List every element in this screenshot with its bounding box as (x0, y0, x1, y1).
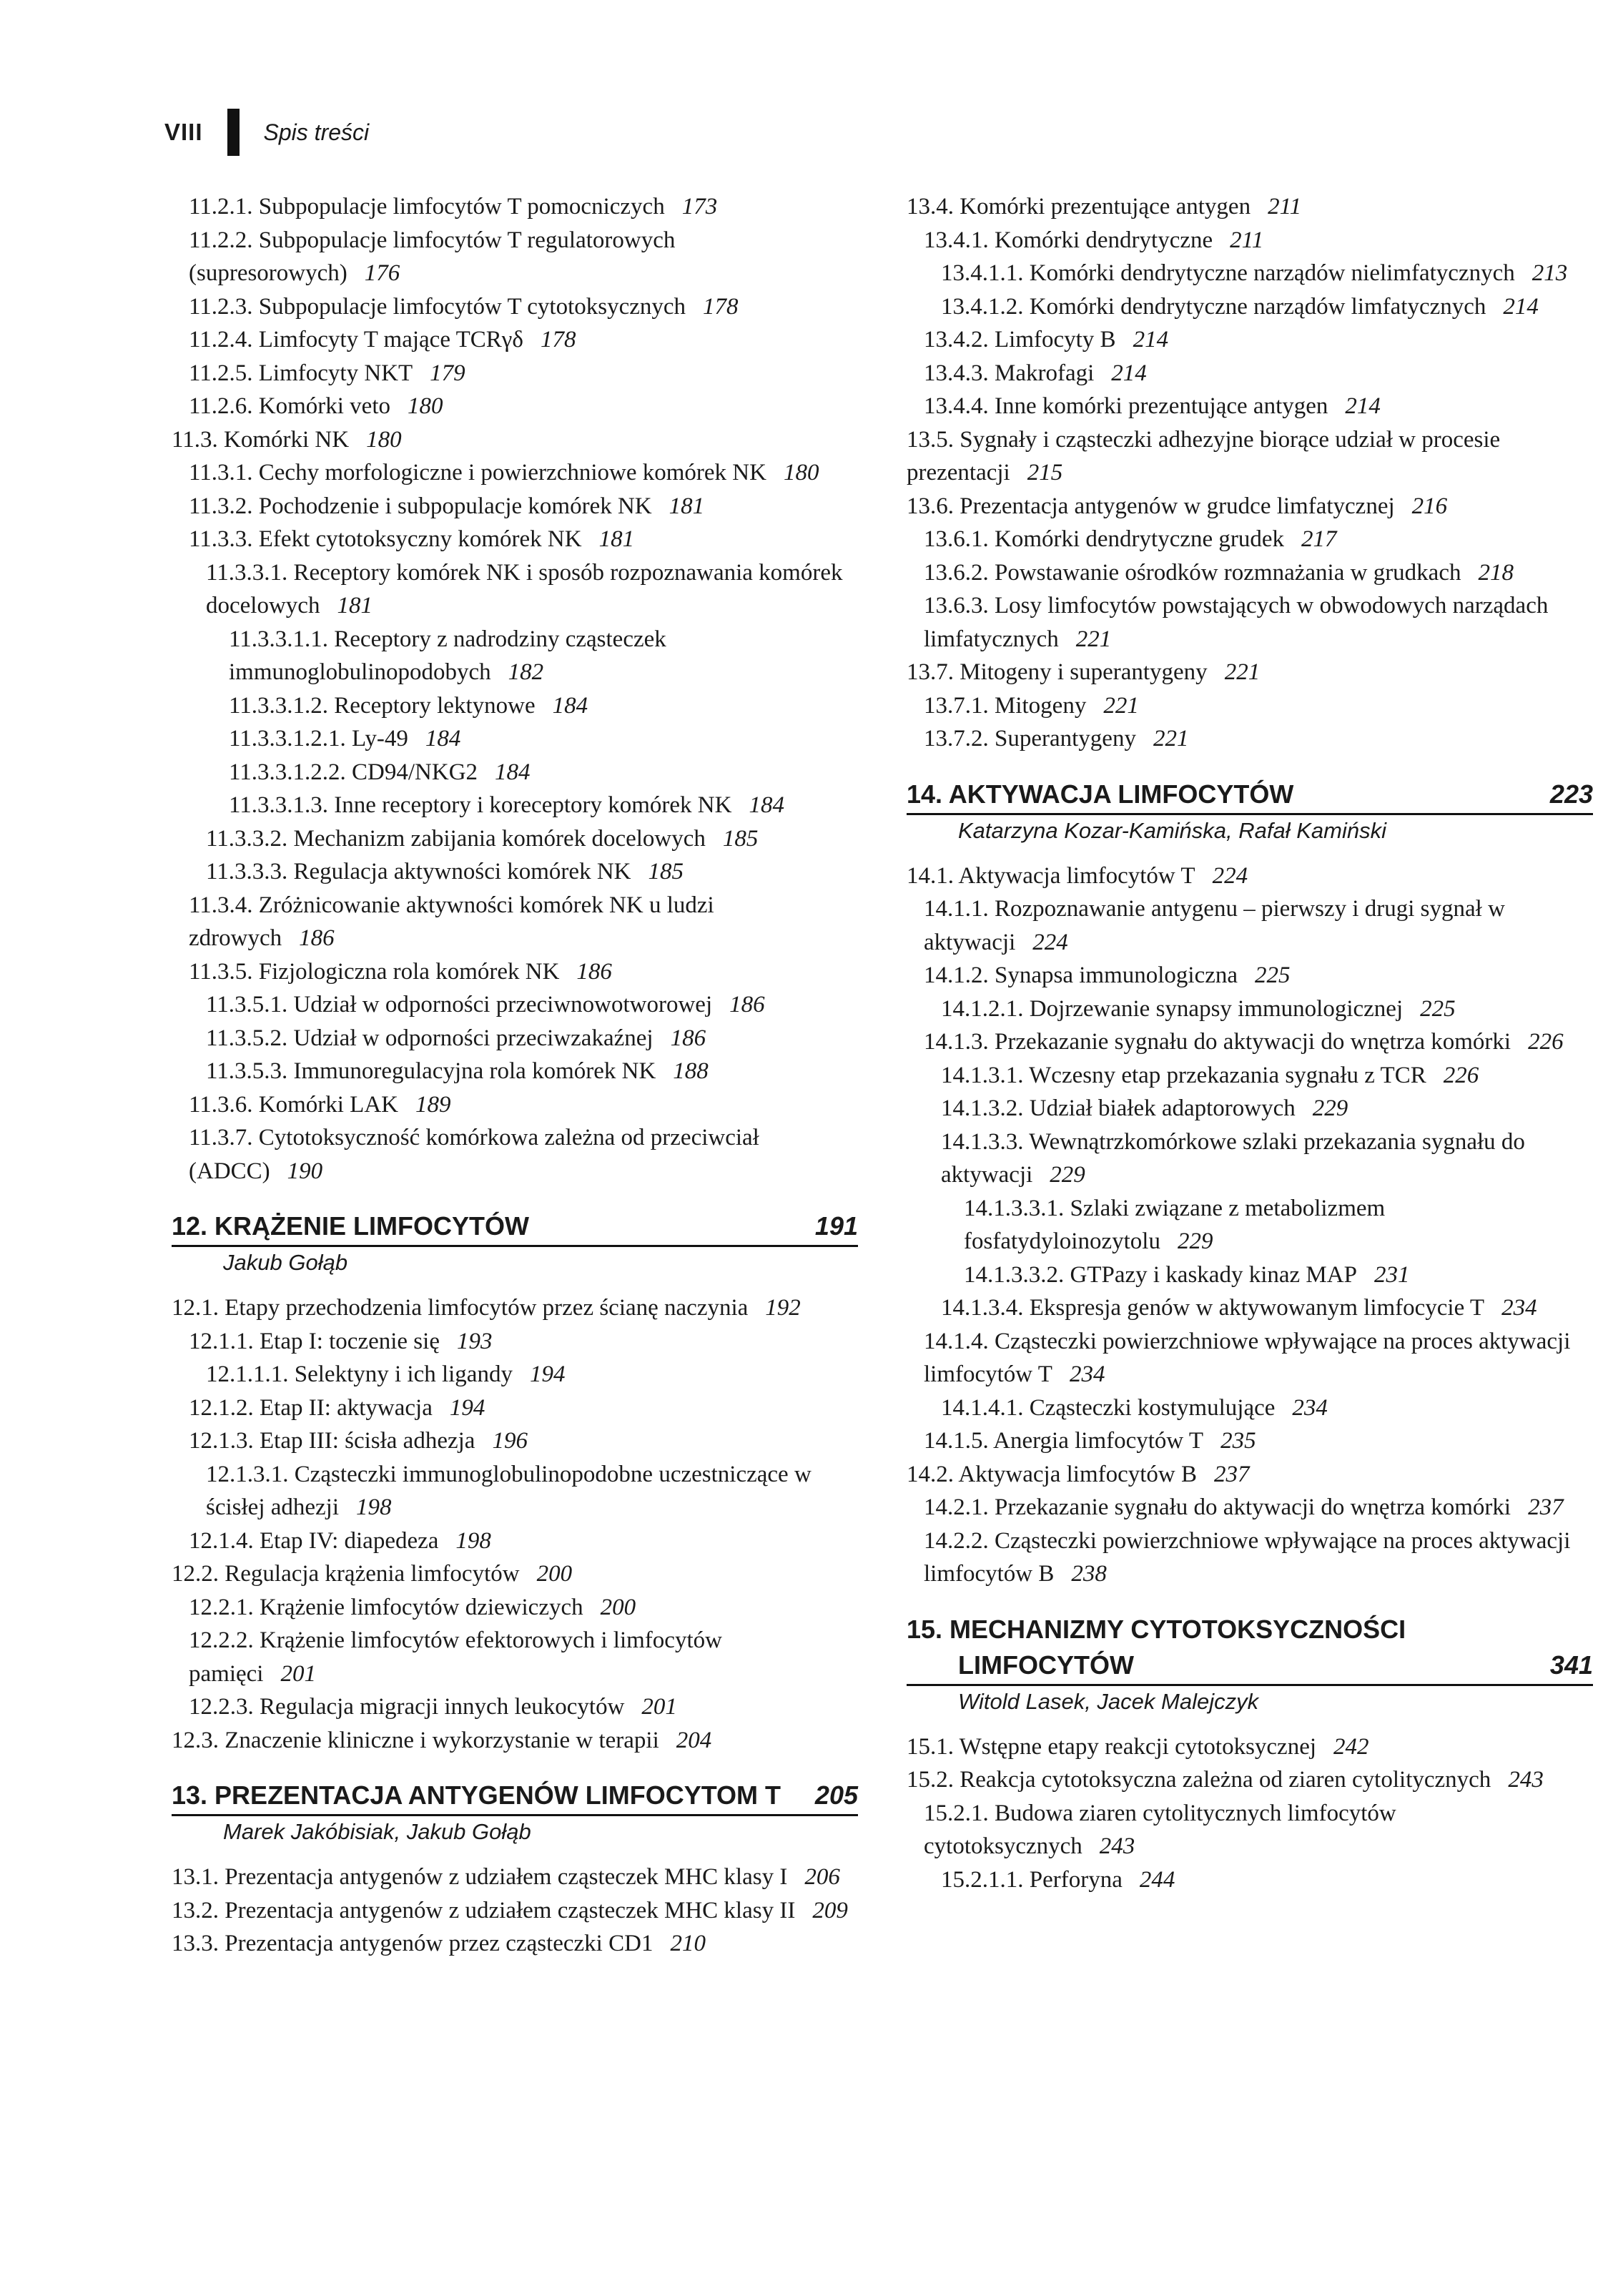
toc-entry-text: 13.2. Prezentacja antygenów z udziałem cząsteczek MHC klasy II (172, 1897, 796, 1923)
toc-entry (907, 523, 1593, 556)
toc-entry-page: 184 (749, 792, 784, 818)
toc-entry (172, 889, 858, 955)
toc-entry (907, 1092, 1593, 1125)
toc-entry-page: 201 (641, 1694, 677, 1720)
toc-entry-page: 180 (783, 460, 819, 486)
chapter-title-line-2: LIMFOCYTÓW (958, 1650, 1134, 1680)
toc-entry-page: 209 (812, 1897, 848, 1923)
chapter-authors: Jakub Gołąb (223, 1250, 348, 1275)
toc-entry-page: 229 (1050, 1162, 1085, 1188)
toc-entry (172, 1624, 858, 1690)
toc-entry-page: 218 (1478, 559, 1514, 586)
toc-entry-page: 238 (1071, 1561, 1107, 1587)
toc-entry-text: 14.1. Aktywacja limfocytów T (907, 862, 1195, 889)
toc-entry-text: 14.1.2.1. Dojrzewanie synapsy immunologicznej (941, 995, 1404, 1022)
toc-entry-text: 14.2.1. Przekazanie sygnału do aktywacji do wnętrza komórki (924, 1494, 1511, 1520)
toc-entry-text: 11.3.3. Efekt cytotoksyczny komórek NK (189, 526, 582, 552)
toc-entry (172, 490, 858, 523)
toc-entry-text: 11.3. Komórki NK (172, 426, 350, 453)
toc-entry (907, 892, 1593, 959)
toc-entry-page: 224 (1032, 929, 1068, 955)
toc-entry-page: 242 (1333, 1733, 1369, 1760)
right-toc-list (907, 190, 1593, 756)
toc-entry-page: 186 (729, 992, 765, 1018)
toc-entry (907, 1863, 1593, 1897)
toc-entry-page: 180 (366, 426, 402, 453)
chapter-title: 14. AKTYWACJA LIMFOCYTÓW (907, 779, 1294, 809)
toc-entry-text: 11.2.5. Limfocyty NKT (189, 360, 413, 386)
toc-entry (907, 1125, 1593, 1192)
toc-entry-page: 190 (287, 1158, 323, 1184)
toc-entry-page: 184 (495, 759, 531, 785)
toc-entry (172, 1325, 858, 1359)
toc-entry-page: 214 (1111, 360, 1147, 386)
toc-entry-text: 11.3.1. Cechy morfologiczne i powierzchniowe komórek NK (189, 460, 766, 486)
toc-entry (172, 323, 858, 357)
toc-entry (907, 722, 1593, 756)
chapter-15-toc-list (907, 1730, 1593, 1897)
toc-entry-text: 11.2.3. Subpopulacje limfocytów T cytotoksycznych (189, 293, 686, 320)
toc-entry (172, 1358, 858, 1391)
toc-entry (907, 1730, 1593, 1764)
toc-entry-text: 15.2.1. Budowa ziaren cytolitycznych limfocytów cytotoksycznych (924, 1800, 1396, 1859)
running-title: Spis treści (263, 119, 370, 145)
toc-entry-page: 235 (1220, 1428, 1256, 1454)
toc-entry-text: 11.3.3.1. Receptory komórek NK i sposób rozpoznawania komórek docelowych (206, 559, 843, 619)
toc-entry-text: 15.2.1.1. Perforyna (941, 1866, 1123, 1893)
page-number: VIII (164, 119, 203, 145)
toc-entry-page: 185 (648, 859, 684, 885)
toc-entry-text: 12.3. Znaczenie kliniczne i wykorzystanie w terapii (172, 1727, 659, 1753)
toc-entry (907, 190, 1593, 224)
toc-entry (172, 1291, 858, 1325)
toc-entry (172, 822, 858, 856)
toc-entry-text: 13.4.4. Inne komórki prezentujące antygen (924, 393, 1328, 419)
toc-entry-text: 11.2.6. Komórki veto (189, 393, 390, 419)
toc-entry-page: 237 (1214, 1461, 1250, 1487)
chapter-authors: Katarzyna Kozar-Kamińska, Rafał Kamiński (958, 817, 1387, 843)
toc-entry-text: 14.2. Aktywacja limfocytów B (907, 1461, 1198, 1487)
toc-entry (907, 1458, 1593, 1492)
toc-entry (907, 1763, 1593, 1797)
toc-entry (172, 623, 858, 689)
toc-entry-text: 11.2.4. Limfocyty T mające TCRγδ (189, 327, 523, 353)
toc-entry-text: 11.3.5.1. Udział w odporności przeciwnowotworowej (206, 992, 713, 1018)
toc-entry-page: 194 (529, 1361, 566, 1387)
chapter-14-toc-list (907, 859, 1593, 1591)
toc-entry-page: 244 (1139, 1866, 1175, 1893)
toc-entry-text: 11.3.5. Fizjologiczna rola komórek NK (189, 958, 560, 985)
toc-entry-text: 11.3.6. Komórki LAK (189, 1091, 399, 1118)
toc-entry-text: 11.3.4. Zróżnicowanie aktywności komórek NK u ludzi zdrowych (189, 892, 714, 951)
toc-entry (907, 423, 1593, 490)
toc-entry-text: 11.3.5.3. Immunoregulacyjna rola komórek NK (206, 1058, 656, 1084)
chapter-title-line-1: 15. MECHANIZMY CYTOTOKSYCZNOŚCI (907, 1614, 1406, 1644)
toc-entry-page: 181 (337, 593, 373, 619)
toc-entry (172, 1121, 858, 1188)
toc-entry (907, 1325, 1593, 1391)
chapter-authors: Marek Jakóbisiak, Jakub Gołąb (223, 1819, 531, 1844)
toc-entry-text: 13.6.3. Losy limfocytów powstających w obwodowych narządach limfatycznych (924, 593, 1549, 652)
toc-entry (907, 656, 1593, 689)
toc-entry-page: 234 (1292, 1394, 1328, 1421)
toc-entry (907, 1059, 1593, 1093)
toc-entry (907, 323, 1593, 357)
toc-entry-page: 215 (1027, 460, 1063, 486)
toc-entry (172, 722, 858, 756)
toc-entry-text: 11.3.5.2. Udział w odporności przeciwzakaźnej (206, 1025, 653, 1051)
toc-entry-page: 229 (1177, 1228, 1213, 1254)
toc-entry-page: 225 (1255, 962, 1291, 988)
toc-entry-text: 15.2. Reakcja cytotoksyczna zależna od ziaren cytolitycznych (907, 1767, 1491, 1793)
chapter-title: 13. PREZENTACJA ANTYGENÓW LIMFOCYTOM T (172, 1780, 781, 1810)
toc-entry (172, 689, 858, 723)
toc-entry (172, 789, 858, 822)
right-column (907, 190, 1593, 1896)
toc-entry-page: 194 (449, 1394, 485, 1421)
toc-entry (172, 1690, 858, 1724)
toc-entry-page: 192 (765, 1295, 801, 1321)
toc-entry (172, 1524, 858, 1558)
toc-entry (907, 1025, 1593, 1059)
toc-entry-text: 13.4.2. Limfocyty B (924, 327, 1116, 353)
toc-entry-text: 13.4. Komórki prezentujące antygen (907, 194, 1251, 220)
chapter-12-heading (172, 1209, 858, 1278)
toc-entry (172, 1591, 858, 1625)
toc-entry-page: 178 (540, 327, 576, 353)
toc-entry-page: 201 (280, 1660, 316, 1687)
toc-entry-page: 200 (536, 1561, 573, 1587)
toc-entry (907, 1291, 1593, 1325)
toc-entry-text: 11.3.3.2. Mechanizm zabijania komórek docelowych (206, 825, 706, 852)
toc-entry-page: 200 (600, 1594, 636, 1620)
toc-entry-page: 182 (508, 659, 544, 685)
toc-entry-text: 11.3.2. Pochodzenie i subpopulacje komórek NK (189, 493, 652, 519)
toc-entry-page: 210 (670, 1931, 706, 1956)
toc-entry-text: 13.4.1.1. Komórki dendrytyczne narządów nielimfatycznych (941, 260, 1515, 286)
toc-entry-text: 12.2.1. Krążenie limfocytów dziewiczych (189, 1594, 583, 1620)
toc-entry-text: 14.1.3.3.1. Szlaki związane z metabolizmem fosfatydyloinozytolu (964, 1195, 1386, 1254)
toc-entry (172, 1894, 858, 1928)
toc-entry-page: 180 (408, 393, 443, 419)
toc-entry-text: 11.3.3.1.2.1. Ly-49 (229, 726, 408, 752)
toc-entry-text: 13.7.1. Mitogeny (924, 692, 1087, 719)
toc-entry (172, 1927, 858, 1961)
toc-entry-page: 198 (356, 1494, 392, 1520)
toc-entry (907, 490, 1593, 523)
toc-entry-page: 217 (1301, 526, 1337, 552)
toc-entry-page: 188 (673, 1058, 709, 1084)
chapter-page: 341 (1549, 1650, 1593, 1680)
toc-entry (907, 1391, 1593, 1425)
toc-entry (172, 1055, 858, 1088)
left-column (172, 190, 858, 1961)
toc-entry-text: 11.3.3.1.1. Receptory z nadrodziny cząsteczek immunoglobulinopodobych (229, 626, 666, 685)
toc-entry-text: 14.1.3.2. Udział białek adaptorowych (941, 1095, 1296, 1121)
toc-entry-page: 221 (1103, 692, 1139, 719)
toc-entry (907, 556, 1593, 590)
toc-entry (172, 190, 858, 224)
toc-entry (907, 1524, 1593, 1591)
toc-entry-page: 181 (669, 493, 705, 519)
chapter-15-heading (907, 1612, 1593, 1718)
toc-entry-page: 216 (1411, 493, 1448, 519)
toc-entry-text: 13.6. Prezentacja antygenów w grudce limfatycznej (907, 493, 1395, 519)
toc-entry-text: 12.2.2. Krążenie limfocytów efektorowych i limfocytów pamięci (189, 1627, 722, 1687)
toc-entry-text: 14.2.2. Cząsteczki powierzchniowe wpływające na proces aktywacji limfocytów B (924, 1527, 1571, 1587)
toc-entry-page: 229 (1312, 1095, 1348, 1121)
toc-entry-text: 12.1.4. Etap IV: diapedeza (189, 1527, 439, 1554)
toc-entry (907, 257, 1593, 290)
toc-entry-page: 178 (703, 293, 739, 320)
toc-entry-page: 214 (1345, 393, 1381, 419)
toc-entry (172, 556, 858, 623)
toc-entry-text: 14.1.5. Anergia limfocytów T (924, 1428, 1204, 1454)
toc-entry-text: 14.1.3.1. Wczesny etap przekazania sygnału z TCR (941, 1062, 1426, 1088)
toc-entry-text: 12.1.2. Etap II: aktywacja (189, 1394, 433, 1421)
toc-entry-page: 243 (1508, 1767, 1544, 1793)
toc-entry-text: 13.6.2. Powstawanie ośrodków rozmnażania w grudkach (924, 559, 1461, 586)
toc-entry-page: 176 (364, 260, 400, 286)
chapter-page: 205 (814, 1780, 858, 1810)
toc-entry-text: 13.6.1. Komórki dendrytyczne grudek (924, 526, 1285, 552)
toc-entry (172, 290, 858, 324)
toc-entry (907, 689, 1593, 723)
toc-entry-text: 13.4.3. Makrofagi (924, 360, 1095, 386)
toc-entry-page: 185 (722, 825, 759, 852)
toc-entry (172, 1424, 858, 1458)
toc-entry-text: 12.2. Regulacja krążenia limfocytów (172, 1561, 520, 1587)
toc-entry-page: 237 (1528, 1494, 1564, 1520)
toc-entry-page: 224 (1212, 862, 1248, 889)
toc-entry (907, 357, 1593, 390)
toc-entry-page: 214 (1133, 327, 1169, 353)
chapter-authors: Witold Lasek, Jacek Malejczyk (958, 1688, 1259, 1714)
toc-entry-page: 234 (1069, 1361, 1105, 1387)
toc-entry-text: 14.1.3.3. Wewnątrzkomórkowe szlaki przekazania sygnału do aktywacji (941, 1128, 1525, 1188)
toc-entry-text: 13.1. Prezentacja antygenów z udziałem cząsteczek MHC klasy I (172, 1864, 788, 1890)
toc-entry-page: 173 (681, 194, 718, 220)
toc-entry-page: 243 (1099, 1833, 1135, 1859)
toc-entry-page: 181 (598, 526, 635, 552)
toc-entry-text: 12.1.1. Etap I: toczenie się (189, 1328, 440, 1354)
toc-entry-text: 15.1. Wstępne etapy reakcji cytotoksycznej (907, 1733, 1317, 1760)
toc-entry-page: 221 (1224, 659, 1261, 685)
toc-entry (172, 1861, 858, 1894)
toc-entry-page: 221 (1153, 726, 1189, 752)
toc-entry-text: 12.2.3. Regulacja migracji innych leukocytów (189, 1694, 625, 1720)
toc-entry-page: 198 (455, 1527, 491, 1554)
toc-entry-text: 11.2.2. Subpopulacje limfocytów T regulatorowych (supresorowych) (189, 227, 676, 286)
chapter-12-toc-list (172, 1291, 858, 1757)
chapter-page: 191 (814, 1211, 858, 1241)
toc-entry (172, 456, 858, 490)
toc-entry (172, 390, 858, 423)
toc-entry-page: 221 (1075, 626, 1112, 652)
toc-entry (172, 357, 858, 390)
left-toc-list (172, 190, 858, 1188)
toc-entry-page: 231 (1373, 1261, 1410, 1288)
toc-entry (172, 1088, 858, 1122)
toc-entry-page: 186 (670, 1025, 706, 1051)
toc-entry-page: 184 (552, 692, 588, 719)
chapter-13-heading (172, 1778, 858, 1848)
toc-entry-page: 186 (299, 925, 335, 951)
toc-entry-text: 13.5. Sygnały i cząsteczki adhezyjne biorące udział w procesie prezentacji (907, 426, 1501, 486)
toc-entry (172, 855, 858, 889)
toc-entry-page: 193 (456, 1328, 493, 1354)
toc-entry (172, 523, 858, 556)
toc-entry-text: 12.1.3. Etap III: ścisła adhezja (189, 1428, 475, 1454)
toc-entry (172, 1022, 858, 1055)
toc-entry (172, 988, 858, 1022)
toc-entry-page: 226 (1528, 1029, 1564, 1055)
toc-entry (172, 756, 858, 789)
toc-entry-text: 11.3.3.1.2.2. CD94/NKG2 (229, 759, 478, 785)
toc-entry (172, 423, 858, 457)
toc-entry (907, 859, 1593, 893)
chapter-14-heading (907, 777, 1593, 847)
toc-entry-page: 186 (576, 958, 612, 985)
toc-entry-text: 13.3. Prezentacja antygenów przez cząsteczki CD1 (172, 1931, 653, 1956)
toc-entry (907, 1424, 1593, 1458)
toc-entry-page: 189 (415, 1091, 451, 1118)
toc-entry-text: 11.3.3.3. Regulacja aktywności komórek NK (206, 859, 631, 885)
chapter-page: 223 (1549, 779, 1593, 809)
toc-entry (172, 1724, 858, 1758)
toc-entry (907, 1192, 1593, 1258)
toc-entry (907, 1797, 1593, 1863)
header-bar (227, 109, 240, 156)
toc-entry-text: 13.4.1.2. Komórki dendrytyczne narządów limfatycznych (941, 293, 1486, 320)
toc-entry (907, 959, 1593, 992)
toc-entry-page: 234 (1501, 1295, 1537, 1321)
toc-entry (907, 1491, 1593, 1524)
toc-entry-text: 11.2.1. Subpopulacje limfocytów T pomocniczych (189, 194, 665, 220)
toc-entry (172, 1458, 858, 1524)
chapter-title: 12. KRĄŻENIE LIMFOCYTÓW (172, 1211, 530, 1241)
toc-entry (907, 992, 1593, 1026)
toc-entry-page: 211 (1230, 227, 1264, 253)
toc-entry-text: 11.3.3.1.3. Inne receptory i koreceptory komórek NK (229, 792, 732, 818)
toc-entry-text: 12.1.3.1. Cząsteczki immunoglobulinopodobne uczestniczące w ścisłej adhezji (206, 1461, 812, 1520)
toc-entry-text: 13.7.2. Superantygeny (924, 726, 1136, 752)
toc-entry-text: 14.1.4.1. Cząsteczki kostymulujące (941, 1394, 1276, 1421)
toc-entry-page: 225 (1420, 995, 1456, 1022)
toc-entry-page: 179 (430, 360, 465, 386)
toc-entry-page: 184 (425, 726, 461, 752)
toc-entry-page: 226 (1443, 1062, 1479, 1088)
toc-entry (907, 290, 1593, 324)
toc-entry-text: 14.1.3.3.2. GTPazy i kaskady kinaz MAP (964, 1261, 1357, 1288)
toc-entry (907, 589, 1593, 656)
toc-entry (172, 955, 858, 989)
toc-entry-page: 213 (1531, 260, 1568, 286)
toc-entry-text: 13.7. Mitogeny i superantygeny (907, 659, 1208, 685)
toc-entry-page: 206 (804, 1864, 840, 1890)
toc-entry (172, 1391, 858, 1425)
chapter-13-toc-list (172, 1861, 858, 1961)
toc-entry-page: 211 (1268, 194, 1302, 220)
page-header (164, 107, 369, 157)
toc-entry-text: 11.3.3.1.2. Receptory lektynowe (229, 692, 536, 719)
toc-entry-text: 11.3.7. Cytotoksyczność komórkowa zależna od przeciwciał (ADCC) (189, 1125, 759, 1184)
toc-entry-text: 12.1. Etapy przechodzenia limfocytów przez ścianę naczynia (172, 1295, 749, 1321)
toc-entry-text: 14.1.3.4. Ekspresja genów w aktywowanym limfocycie T (941, 1295, 1485, 1321)
toc-entry (172, 224, 858, 290)
toc-entry-text: 14.1.2. Synapsa immunologiczna (924, 962, 1238, 988)
toc-entry-text: 14.1.1. Rozpoznawanie antygenu – pierwszy i drugi sygnał w aktywacji (924, 896, 1505, 955)
toc-entry (907, 390, 1593, 423)
toc-entry-text: 14.1.3. Przekazanie sygnału do aktywacji do wnętrza komórki (924, 1029, 1511, 1055)
toc-entry-page: 204 (676, 1727, 712, 1753)
toc-entry-page: 196 (492, 1428, 528, 1454)
toc-entry-text: 13.4.1. Komórki dendrytyczne (924, 227, 1213, 253)
toc-entry (907, 1258, 1593, 1292)
toc-entry-text: 14.1.4. Cząsteczki powierzchniowe wpływające na proces aktywacji limfocytów T (924, 1328, 1571, 1387)
toc-entry (907, 224, 1593, 257)
toc-entry (172, 1557, 858, 1591)
toc-entry-page: 214 (1503, 293, 1539, 320)
toc-entry-text: 12.1.1.1. Selektyny i ich ligandy (206, 1361, 513, 1387)
